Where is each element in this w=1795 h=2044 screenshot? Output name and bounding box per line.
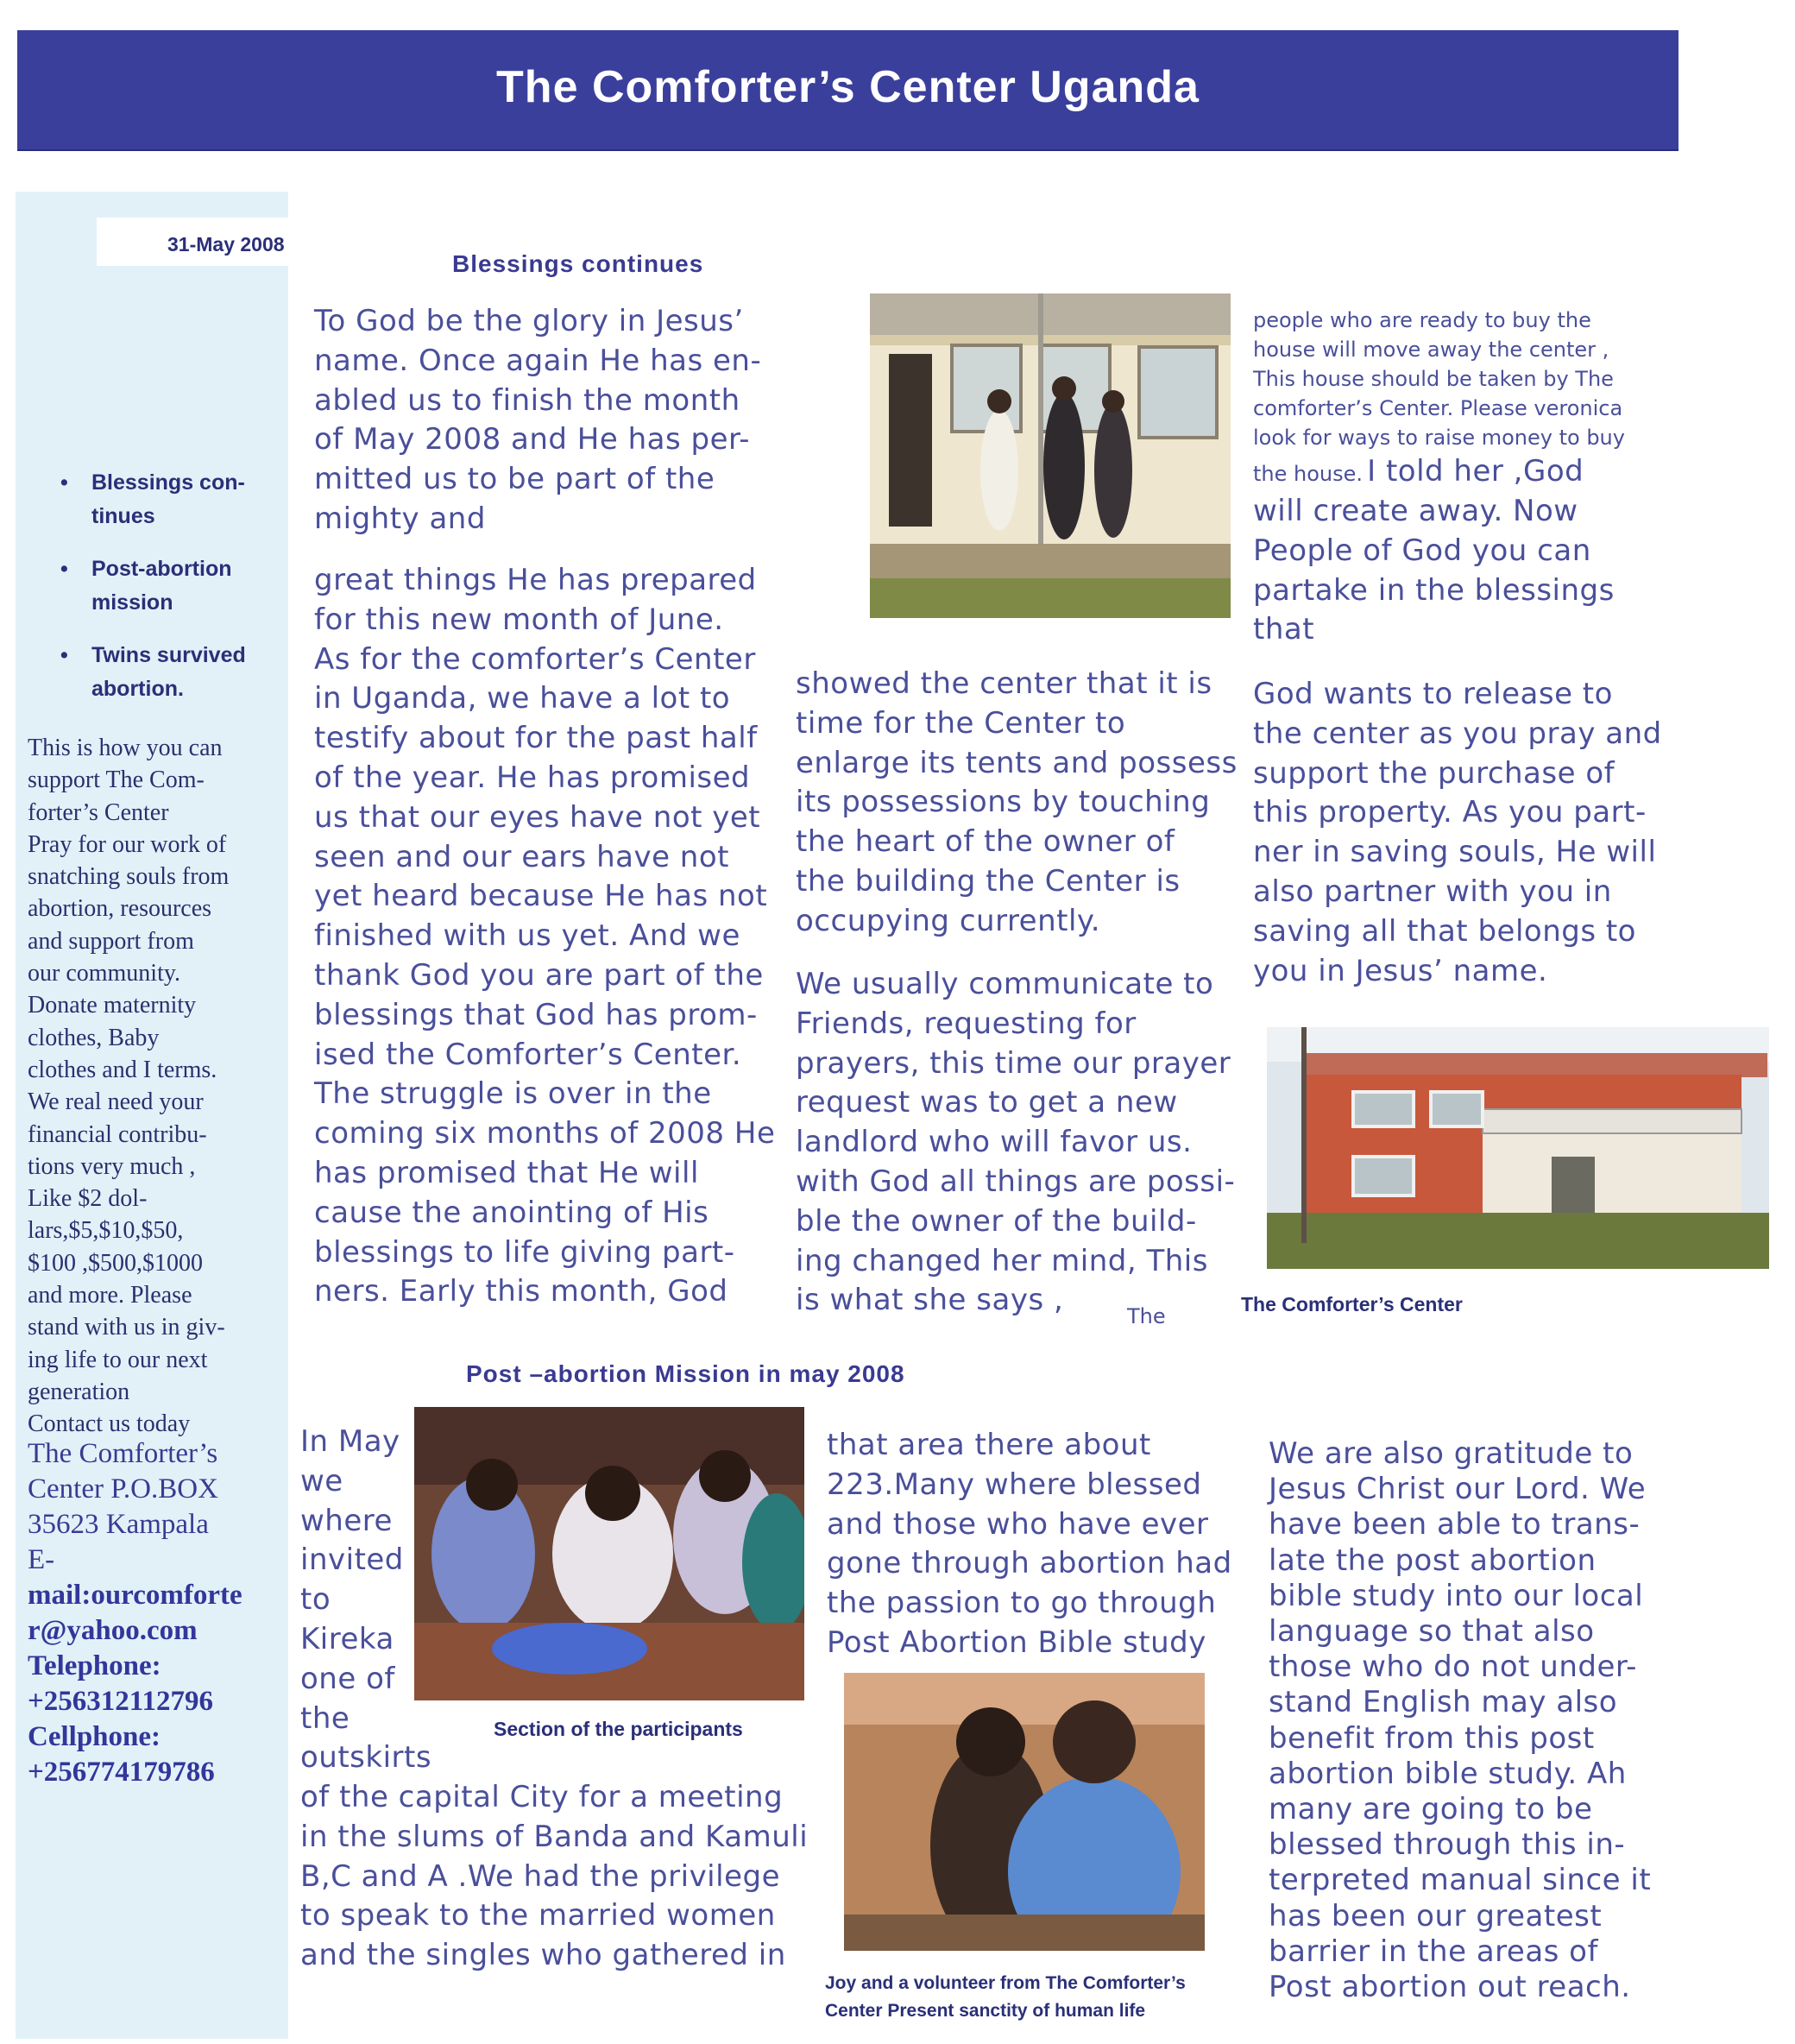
text-line: look for ways to raise money to buy <box>1253 426 1625 450</box>
address-line: 35623 Kampala <box>28 1509 209 1540</box>
caption-joy-and-volunteer <box>825 1970 1186 2025</box>
text-line: and support from <box>28 927 194 955</box>
photo-joy-and-volunteer <box>844 1673 1205 1951</box>
toc-item-label: mission <box>91 590 173 615</box>
text-line: showed the center that it is <box>796 666 1212 701</box>
text-line: bible study into our local <box>1269 1578 1644 1613</box>
text-line: late the post abortion <box>1269 1542 1597 1578</box>
text-line: in the slums of Banda and Kamuli <box>300 1819 809 1854</box>
article-blessings-col2a <box>796 665 1244 942</box>
toc-item-label: abortion. <box>91 677 184 701</box>
caption-line: Joy and a volunteer from The Comforter’s <box>825 1973 1186 1993</box>
text-line: lars,$5,$10,$50, <box>28 1217 184 1245</box>
text-span: I told her ,God <box>1367 454 1584 489</box>
text-line: Donate maternity <box>28 992 197 1019</box>
text-line: testify about for the past half <box>314 721 758 756</box>
article-blessings-col2b <box>796 965 1253 1321</box>
bullet-icon: • <box>60 557 68 581</box>
text-line: invited <box>300 1542 404 1578</box>
text-line: of May 2008 and He has per- <box>314 422 751 457</box>
text-line: our community. <box>28 960 181 987</box>
text-line: coming six months of 2008 He <box>314 1116 776 1151</box>
text-line: have been able to trans- <box>1269 1507 1641 1542</box>
text-line: ised the Comforter’s Center. <box>314 1037 742 1072</box>
contact-info <box>28 1436 287 1790</box>
text-line: B,C and A .We had the privilege <box>300 1858 780 1894</box>
text-line: 223.Many where blessed <box>827 1467 1202 1502</box>
text-line: In May <box>300 1424 400 1459</box>
address-line: The Comforter’s <box>28 1438 218 1469</box>
toc-item-label: Post-abortion <box>91 557 232 581</box>
text-line: the heart of the owner of <box>796 824 1175 860</box>
text-line: stand with us in giv- <box>28 1314 225 1341</box>
text-line: us that our eyes have not yet <box>314 799 761 835</box>
text-line: Post Abortion Bible study <box>827 1624 1206 1660</box>
email-link[interactable]: r@yahoo.com <box>28 1615 198 1646</box>
text-line: one of <box>300 1661 395 1696</box>
text-line: Like $2 dol- <box>28 1185 148 1213</box>
continued-word: The <box>1127 1304 1166 1328</box>
article-blessings-col3-mixed-line <box>1253 452 1584 492</box>
text-line: and more. Please <box>28 1282 192 1309</box>
text-line: with God all things are possi- <box>796 1164 1236 1199</box>
address-line: E- <box>28 1544 55 1575</box>
article-blessings-col1a <box>314 302 780 539</box>
text-line: that area there about <box>827 1428 1151 1462</box>
text-line: financial contribu- <box>28 1120 207 1148</box>
text-line: abortion bible study. Ah <box>1269 1756 1627 1791</box>
text-line: abled us to finish the month <box>314 382 740 418</box>
email-link[interactable]: mail:ourcomforte <box>28 1580 242 1611</box>
text-line: has promised that He will <box>314 1155 699 1190</box>
text-line: This is how you can <box>28 735 223 761</box>
issue-date: 31-May 2008 <box>167 233 285 256</box>
text-line: house will move away the center , <box>1253 338 1609 362</box>
text-line: clothes, Baby <box>28 1024 160 1051</box>
toc-item-label: Blessings con- <box>91 470 245 495</box>
text-line: mitted us to be part of the <box>314 462 715 497</box>
text-line: blessings that God has prom- <box>314 997 758 1032</box>
text-line: of the year. He has promised <box>314 760 751 795</box>
text-line: people who are ready to buy the <box>1253 308 1591 332</box>
text-line: to <box>300 1582 331 1618</box>
article-heading-blessings: Blessings continues <box>452 250 704 277</box>
text-line: to speak to the married women <box>300 1898 776 1934</box>
text-line: name. Once again He has en- <box>314 343 762 378</box>
text-line: great things He has prepared <box>314 563 757 597</box>
telephone-number: +256312112796 <box>28 1686 213 1717</box>
text-line: also partner with you in <box>1253 874 1612 909</box>
text-line: forter’s Center <box>28 798 169 826</box>
text-line: has been our greatest <box>1269 1898 1603 1934</box>
text-line: ner in saving souls, He will <box>1253 835 1657 870</box>
text-line: prayers, this time our prayer <box>796 1045 1231 1081</box>
toc-item-label: Twins survived <box>91 643 246 667</box>
article-blessings-col3-small <box>1253 306 1685 452</box>
text-line: God wants to release to <box>1253 677 1613 711</box>
text-line: this property. As you part- <box>1253 795 1647 830</box>
text-line: yet heard because He has not <box>314 879 768 914</box>
article-post-abortion-col1-wide <box>300 1778 818 1976</box>
toc-item-blessings[interactable] <box>31 466 281 533</box>
text-line: occupying currently. <box>796 903 1101 938</box>
text-line: ing changed her mind, This <box>796 1243 1208 1278</box>
text-line: the passion to go through <box>827 1586 1217 1621</box>
article-post-abortion-col3 <box>1269 1436 1700 2005</box>
bullet-icon: • <box>60 643 68 667</box>
toc-item-post-abortion[interactable] <box>31 552 281 620</box>
text-line: mighty and <box>314 501 486 536</box>
text-line: many are going to be <box>1269 1792 1593 1827</box>
toc-item-label: tinues <box>91 504 155 528</box>
text-line: for this new month of June. <box>314 602 724 637</box>
text-line: support The Com- <box>28 766 205 794</box>
text-line: Pray for our work of <box>28 830 227 858</box>
text-line: snatching souls from <box>28 863 230 891</box>
text-line: you in Jesus’ name. <box>1253 953 1548 988</box>
article-blessings-col3a <box>1253 492 1685 650</box>
text-line: and the singles who gathered in <box>300 1938 786 1973</box>
text-line: We are also gratitude to <box>1269 1436 1634 1471</box>
text-line: The struggle is over in the <box>314 1076 712 1112</box>
newsletter-title: The Comforter’s Center Uganda <box>496 62 1200 112</box>
cellphone-number: +256774179786 <box>28 1757 215 1788</box>
masthead-banner <box>17 30 1678 151</box>
photo-participants <box>414 1407 804 1700</box>
text-line: outskirts <box>300 1740 432 1776</box>
text-line: stand English may also <box>1269 1685 1618 1720</box>
article-post-abortion-col1-narrow <box>300 1423 430 1778</box>
text-line: enlarge its tents and possess <box>796 745 1238 780</box>
text-line: those who do not under- <box>1269 1650 1637 1685</box>
text-line: we <box>300 1463 343 1498</box>
text-line: tions very much , <box>28 1152 196 1180</box>
text-line: generation <box>28 1378 130 1405</box>
text-line: As for the comforter’s Center <box>314 641 756 677</box>
text-line: Kireka <box>300 1621 394 1656</box>
text-line: the <box>300 1700 350 1736</box>
telephone-label: Telephone: <box>28 1650 161 1681</box>
cellphone-label: Cellphone: <box>28 1721 161 1752</box>
text-span: the house. <box>1253 462 1364 486</box>
article-post-abortion-col2 <box>827 1426 1250 1663</box>
date-box <box>97 218 385 266</box>
text-line: time for the Center to <box>796 705 1126 741</box>
text-line: Jesus Christ our Lord. We <box>1269 1472 1647 1507</box>
support-appeal <box>28 732 287 1441</box>
text-line: thank God you are part of the <box>314 957 764 993</box>
caption-participants: Section of the participants <box>494 1718 743 1740</box>
toc-item-twins[interactable] <box>31 639 281 706</box>
article-blessings-col3b <box>1253 675 1693 991</box>
text-line: terpreted manual since it <box>1269 1863 1652 1898</box>
address-line: Center P.O.BOX <box>28 1473 218 1505</box>
text-line: ble the owner of the build- <box>796 1203 1197 1239</box>
text-line: finished with us yet. And we <box>314 918 740 954</box>
text-line: saving all that belongs to <box>1253 913 1636 949</box>
text-line: ners. Early this month, God <box>314 1274 728 1309</box>
text-line: Friends, requesting for <box>796 1006 1137 1041</box>
text-line: ing life to our next <box>28 1346 208 1373</box>
text-line: its possessions by touching <box>796 785 1211 820</box>
text-line: To God be the glory in Jesus’ <box>314 304 744 338</box>
text-line: abortion, resources <box>28 895 212 923</box>
text-line: language so that also <box>1269 1614 1595 1650</box>
text-line: barrier in the areas of <box>1269 1934 1598 1969</box>
text-line: and those who have ever <box>827 1506 1209 1542</box>
text-line: that <box>1253 612 1315 647</box>
text-line: is what she says , <box>796 1283 1064 1318</box>
text-line: benefit from this post <box>1269 1720 1595 1756</box>
text-line: partake in the blessings <box>1253 572 1615 608</box>
text-line: of the capital City for a meeting <box>300 1780 784 1814</box>
table-of-contents <box>31 466 281 725</box>
text-line: comforter’s Center. Please veronica <box>1253 396 1623 420</box>
text-line: landlord who will favor us. <box>796 1125 1193 1160</box>
text-line: People of God you can <box>1253 533 1591 568</box>
text-line: This house should be taken by The <box>1253 367 1614 391</box>
text-line: will create away. Now <box>1253 494 1578 528</box>
bullet-icon: • <box>60 470 68 495</box>
photo-women-at-house <box>870 293 1231 618</box>
text-line: clothes and I terms. <box>28 1056 217 1083</box>
text-line: We usually communicate to <box>796 967 1214 1001</box>
article-blessings-col1b <box>314 561 797 1312</box>
text-line: $100 ,$500,$1000 <box>28 1249 203 1277</box>
text-line: We real need your <box>28 1088 204 1116</box>
text-line: request was to get a new <box>796 1085 1178 1120</box>
text-line: Post abortion out reach. <box>1269 1970 1631 2005</box>
text-line: gone through abortion had <box>827 1546 1232 1581</box>
text-line: support the purchase of <box>1253 755 1616 791</box>
text-line: seen and our ears have not <box>314 839 729 874</box>
caption-line: Center Present sanctity of human life <box>825 2001 1146 2021</box>
text-line: blessed through this in- <box>1269 1827 1626 1863</box>
text-line: the center as you pray and <box>1253 716 1662 751</box>
text-line: Contact us today <box>28 1410 191 1438</box>
text-line: where <box>300 1503 393 1538</box>
photo-comforters-center-building <box>1267 1027 1769 1269</box>
text-line: blessings to life giving part- <box>314 1234 735 1270</box>
text-line: in Uganda, we have a lot to <box>314 681 731 716</box>
caption-building: The Comforter’s Center <box>1241 1293 1463 1315</box>
article-heading-post-abortion: Post –abortion Mission in may 2008 <box>466 1360 905 1387</box>
text-line: the building the Center is <box>796 863 1181 899</box>
text-line: cause the anointing of His <box>314 1195 709 1230</box>
